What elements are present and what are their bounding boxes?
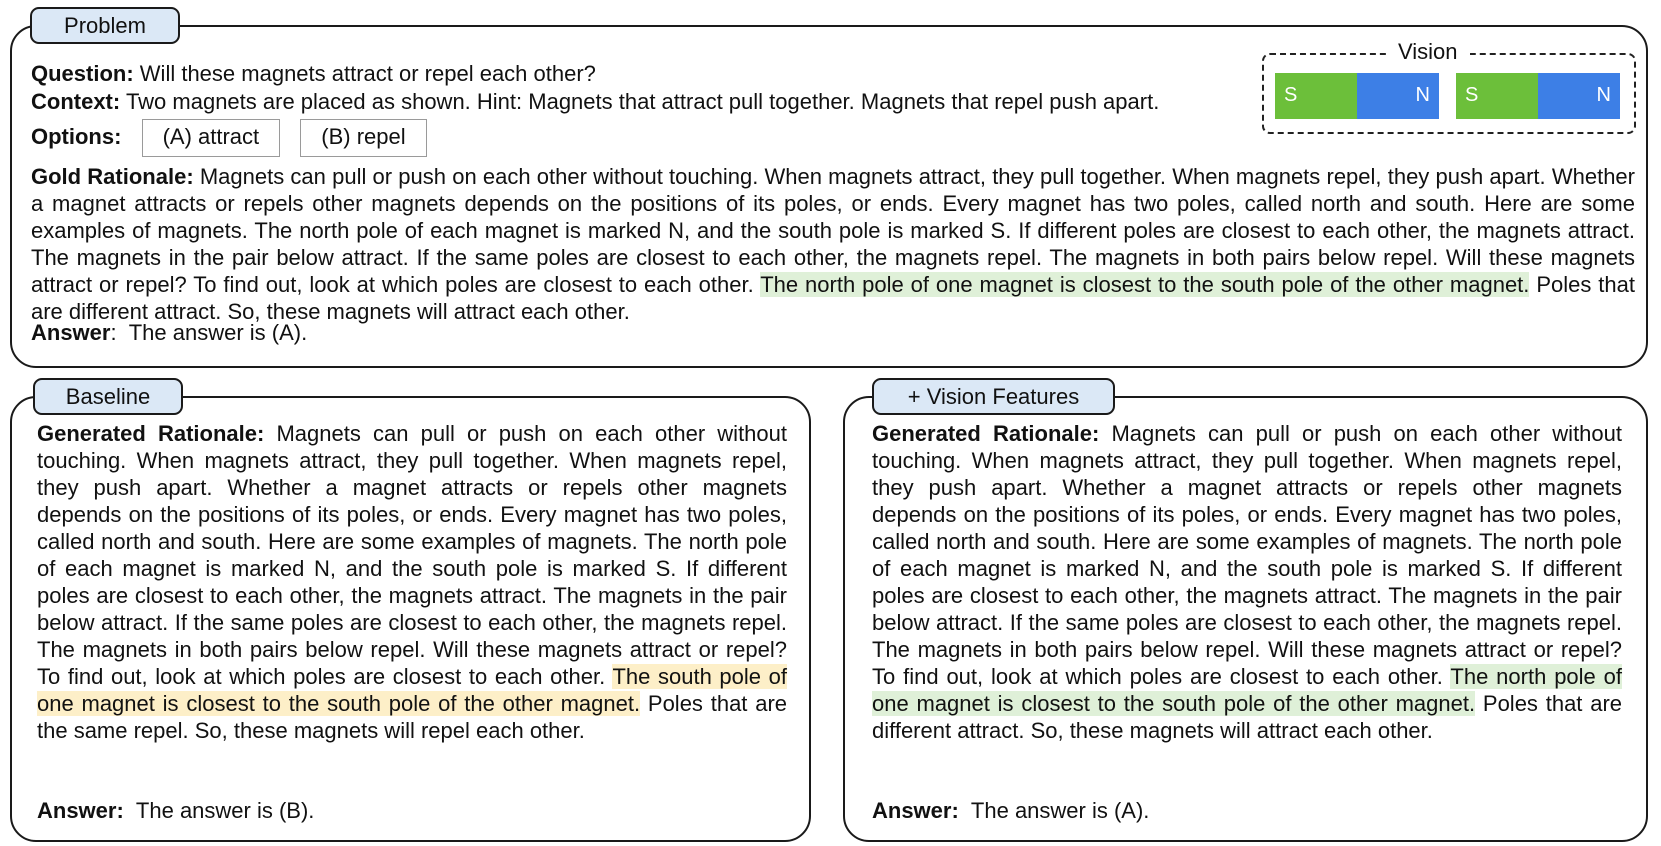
problem-answer — [31, 319, 631, 346]
gold-rationale-conclusion: Poles that are different attract. So, these magnets will attract each other. — [31, 272, 1635, 324]
baseline-tab: Baseline — [33, 378, 183, 415]
vision-label: Vision — [1386, 38, 1470, 66]
question-line — [31, 60, 1231, 87]
context-text: Two magnets are placed as shown. Hint: Magnets that attract pull together. Magnets that repel push apart. — [125, 89, 1160, 114]
gold-rationale-label: Gold Rationale: — [31, 164, 194, 189]
option-a: (A) attract — [142, 119, 281, 157]
baseline-rationale-label: Generated Rationale: — [37, 421, 265, 446]
vision-features-rationale-text: Magnets can pull or push on each other without touching. When magnets attract, they pull together. When magnets repel, they push apart. Whether a magnet attracts or repels other magnets depends on the positions of its poles, or ends. Every magnet has two poles, called north and south. Here are some examples of magnets. The north pole of each magnet is marked N, and the south pole is marked S. If different poles are closest to each other, the magnets attract. The magnets in the pair below attract. If the same poles are closest to each other, the magnets repel. The magnets in both pairs below repel. Will these magnets attract or repel? To find out, look at which poles are closest to each other. — [872, 421, 1622, 689]
magnet-1 — [1275, 73, 1439, 119]
problem-answer-colon: : — [110, 320, 117, 345]
magnet-1-south-pole: S — [1275, 73, 1357, 119]
baseline-answer-text: The answer is (B). — [135, 798, 315, 823]
magnet-2 — [1456, 73, 1620, 119]
vision-features-answer-text: The answer is (A). — [970, 798, 1150, 823]
options-line — [31, 118, 731, 157]
options-label: Options: — [31, 124, 122, 149]
magnet-2-south-pole: S — [1456, 73, 1538, 119]
vision-features-rationale-label: Generated Rationale: — [872, 421, 1100, 446]
baseline-answer — [37, 797, 637, 824]
magnet-2-north-pole: N — [1538, 73, 1620, 119]
gold-rationale-key-highlight: The north pole of one magnet is closest to the south pole of the other magnet. — [760, 272, 1530, 297]
baseline-rationale-text: Magnets can pull or push on each other without touching. When magnets attract, they pull together. When magnets repel, they push apart. Whether a magnet attracts or repels other magnets depends on the positions of its poles, or ends. Every magnet has two poles, called north and south. Here are some examples of magnets. The north pole of each magnet is marked N, and the south pole is marked S. If different poles are closest to each other, the magnets attract. The magnets in the pair below attract. If the same poles are closest to each other, the magnets repel. The magnets in both pairs below repel. Will these magnets attract or repel? To find out, look at which poles are closest to each other. — [37, 421, 787, 689]
vision-features-answer-label: Answer: — [872, 798, 959, 823]
vision-features-correct-highlight: The north pole of one magnet is closest to the south pole of the other magnet. — [872, 664, 1623, 716]
baseline-rationale-conclusion: Poles that are the same repel. So, these magnets will repel each other. — [37, 691, 788, 743]
question-text: Will these magnets attract or repel each other? — [139, 61, 596, 86]
vision-features-rationale — [872, 420, 1622, 744]
vision-features-rationale-conclusion: Poles that are different attract. So, these magnets will attract each other. — [872, 691, 1623, 743]
vision-features-tab: + Vision Features — [872, 378, 1115, 415]
baseline-answer-label: Answer: — [37, 798, 124, 823]
question-label: Question: — [31, 61, 134, 86]
problem-answer-label: Answer — [31, 320, 111, 345]
baseline-wrong-highlight: The south pole of one magnet is closest to the south pole of the other magnet. — [37, 664, 788, 716]
option-b: (B) repel — [300, 119, 426, 157]
context-line — [31, 88, 1271, 115]
context-label: Context: — [31, 89, 121, 114]
problem-answer-text: The answer is (A). — [128, 320, 308, 345]
gold-rationale — [31, 163, 1635, 325]
vision-features-answer — [872, 797, 1472, 824]
problem-tab: Problem — [30, 7, 180, 44]
magnet-1-north-pole: N — [1357, 73, 1439, 119]
gold-rationale-text: Magnets can pull or push on each other without touching. When magnets attract, they pull together. When magnets repel, they push apart. Whether a magnet attracts or repels other magnets depends on the positions of its poles, or ends. Every magnet has two poles, called north and south. Here are some examples of magnets. The north pole of each magnet is marked N, and the south pole is marked S. If different poles are closest to each other, the magnets attract. The magnets in the pair below attract. If the same poles are closest to each other, the magnets repel. The magnets in both pairs below repel. Will these magnets attract or repel? To find out, look at which poles are closest to each other. — [31, 164, 1635, 297]
baseline-rationale — [37, 420, 787, 744]
